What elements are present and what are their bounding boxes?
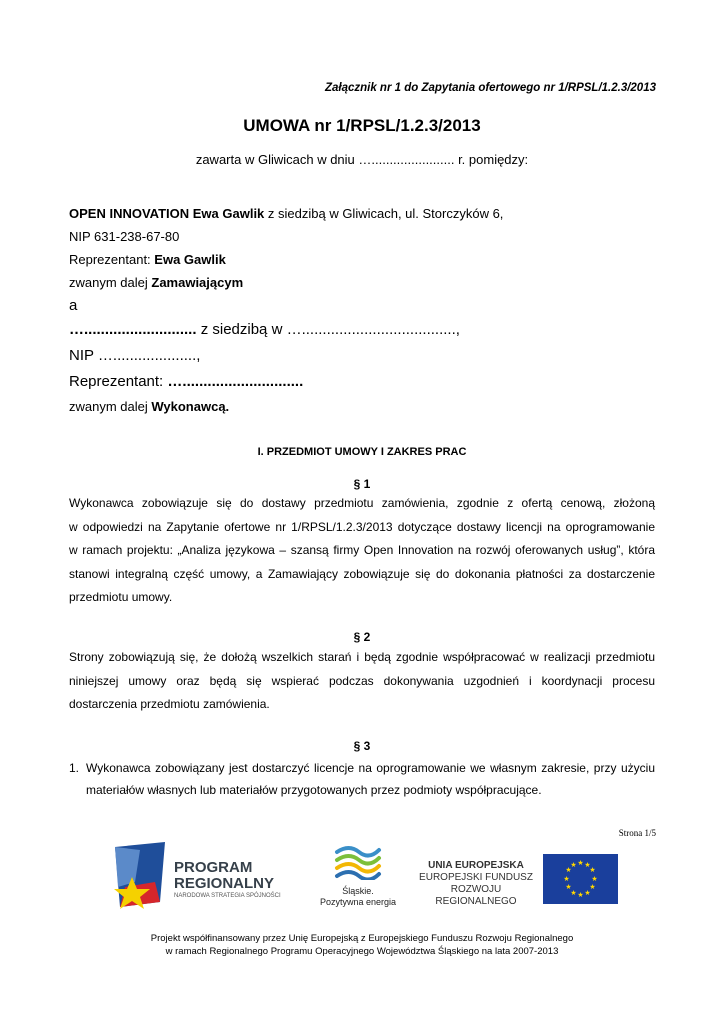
party2-rep-label: Reprezentant: bbox=[69, 373, 168, 390]
paragraph-line: w ramach projektu: „Analiza językowa – szansą firmy Open Innovation na rozwój oferowanych usług”, która bbox=[69, 543, 655, 557]
footer-line1: Projekt współfinansowany przez Unię Europejską z Europejskiego Funduszu Rozwoju Regionalnego bbox=[150, 933, 574, 944]
party1-called-label: zwanym dalej bbox=[69, 275, 152, 290]
svg-text:★: ★ bbox=[563, 875, 570, 883]
svg-text:★: ★ bbox=[577, 891, 584, 899]
party2-name-line bbox=[69, 321, 460, 338]
party2-address: z siedzibą w …....................................., bbox=[196, 321, 460, 338]
annex-reference: Załącznik nr 1 do Zapytania ofertowego nr 1/RPSL/1.2.3/2013 bbox=[324, 82, 656, 94]
svg-text:★: ★ bbox=[584, 889, 591, 897]
paragraph-2-text bbox=[69, 646, 655, 717]
party1-rep-name: Ewa Gawlik bbox=[154, 252, 226, 267]
footer-line2: w ramach Regionalnego Programu Operacyjnego Województwa Śląskiego na lata 2007-2013 bbox=[165, 946, 559, 957]
svg-text:★: ★ bbox=[565, 866, 572, 874]
svg-text:★: ★ bbox=[570, 861, 577, 869]
party2-called-name: Wykonawcą. bbox=[151, 399, 230, 414]
paragraph-line: stanowi integralną część umowy, a Zamawiający zobowiązuje się do dokonania płatności za dostarczenie bbox=[69, 566, 655, 581]
paragraph-line: dostarczenia przedmiotu zamówienia. bbox=[69, 697, 270, 711]
party1-name: OPEN INNOVATION Ewa Gawlik bbox=[69, 206, 265, 221]
party1-nip: NIP 631-238-67-80 bbox=[69, 229, 180, 244]
svg-text:★: ★ bbox=[584, 861, 591, 869]
svg-text:★: ★ bbox=[589, 883, 596, 891]
slaskie-line2: Pozytywna energia bbox=[319, 897, 397, 907]
list-item-line: materiałów własnych lub materiałów przygotowanych przez podmioty współpracujące. bbox=[86, 783, 542, 797]
svg-text:★: ★ bbox=[577, 859, 584, 867]
program-regionalny-logo bbox=[110, 842, 310, 912]
party1-address: z siedzibą w Gliwicach, ul. Storczyków 6, bbox=[264, 206, 504, 221]
funding-footer bbox=[0, 932, 724, 958]
svg-text:★: ★ bbox=[565, 883, 572, 891]
document-subtitle: zawarta w Gliwicach w dniu …....................... r. pomiędzy: bbox=[195, 152, 529, 167]
paragraph-line: w odpowiedzi na Zapytanie ofertowe nr 1/RPSL/1.2.3/2013 dotyczące dostawy licencji na oprogramowanie bbox=[69, 519, 655, 534]
party2-nip: NIP …...................., bbox=[69, 347, 201, 364]
party1-called bbox=[69, 275, 243, 290]
paragraph-line: niniejszej umowy oraz będą się wspierać podczas dokonywania uzgodnień i koordynacji procesu bbox=[69, 673, 655, 688]
slaskie-logo bbox=[318, 842, 398, 912]
party2-called-label: zwanym dalej bbox=[69, 399, 152, 414]
list-item-line: Wykonawca zobowiązany jest dostarczyć licencje na oprogramowanie we własnym zakresie, przy użyciu bbox=[86, 761, 655, 775]
page-number: Strona 1/5 bbox=[618, 828, 656, 838]
program-regionalny-emblem-icon bbox=[110, 842, 170, 912]
eu-flag-icon bbox=[543, 854, 618, 904]
paragraph-1-sign: § 1 bbox=[353, 477, 371, 491]
list-item-text bbox=[86, 757, 655, 801]
eu-line1: UNIA EUROPEJSKA bbox=[428, 860, 524, 871]
paragraph-line: Strony zobowiązują się, że dołożą wszelkich starań i będą zgodnie współpracować w realizacji przedmiotu bbox=[69, 650, 655, 664]
svg-text:★: ★ bbox=[589, 866, 596, 874]
conjunction: a bbox=[69, 297, 78, 314]
svg-text:★: ★ bbox=[570, 889, 577, 897]
eu-line3: ROZWOJU REGIONALNEGO bbox=[435, 884, 517, 907]
svg-text:★: ★ bbox=[591, 875, 598, 883]
list-item-number: 1. bbox=[69, 761, 80, 775]
paragraph-3-sign: § 3 bbox=[353, 739, 371, 753]
paragraph-line: Wykonawca zobowiązuje się do dostawy przedmiotu zamówienia, zgodnie z ofertą cenową, złożoną bbox=[69, 496, 655, 510]
eu-logo bbox=[410, 852, 620, 907]
party1-representative bbox=[69, 252, 226, 267]
program-line3: NARODOWA STRATEGIA SPÓJNOŚCI bbox=[174, 893, 281, 899]
program-line1: PROGRAM bbox=[174, 859, 253, 876]
slaskie-line1: Śląskie. bbox=[342, 886, 374, 896]
paragraph-1-text bbox=[69, 492, 655, 610]
paragraph-2-sign: § 2 bbox=[353, 630, 371, 644]
eu-line2: EUROPEJSKI FUNDUSZ bbox=[419, 872, 533, 883]
party1-called-name: Zamawiającym bbox=[151, 275, 244, 290]
party2-rep-name: …............................. bbox=[167, 373, 304, 390]
party1-rep-label: Reprezentant: bbox=[69, 252, 155, 267]
paragraph-line: przedmiotu umowy. bbox=[69, 590, 173, 604]
document-title: UMOWA nr 1/RPSL/1.2.3/2013 bbox=[243, 116, 481, 135]
section-heading: I. PRZEDMIOT UMOWY I ZAKRES PRAC bbox=[257, 446, 467, 458]
slaskie-waves-icon bbox=[333, 844, 383, 880]
program-line2: REGIONALNY bbox=[174, 875, 275, 892]
party2-representative bbox=[69, 373, 303, 390]
party2-called bbox=[69, 399, 229, 414]
party1-name-line bbox=[69, 206, 503, 221]
party2-name: …........................... bbox=[69, 321, 197, 338]
